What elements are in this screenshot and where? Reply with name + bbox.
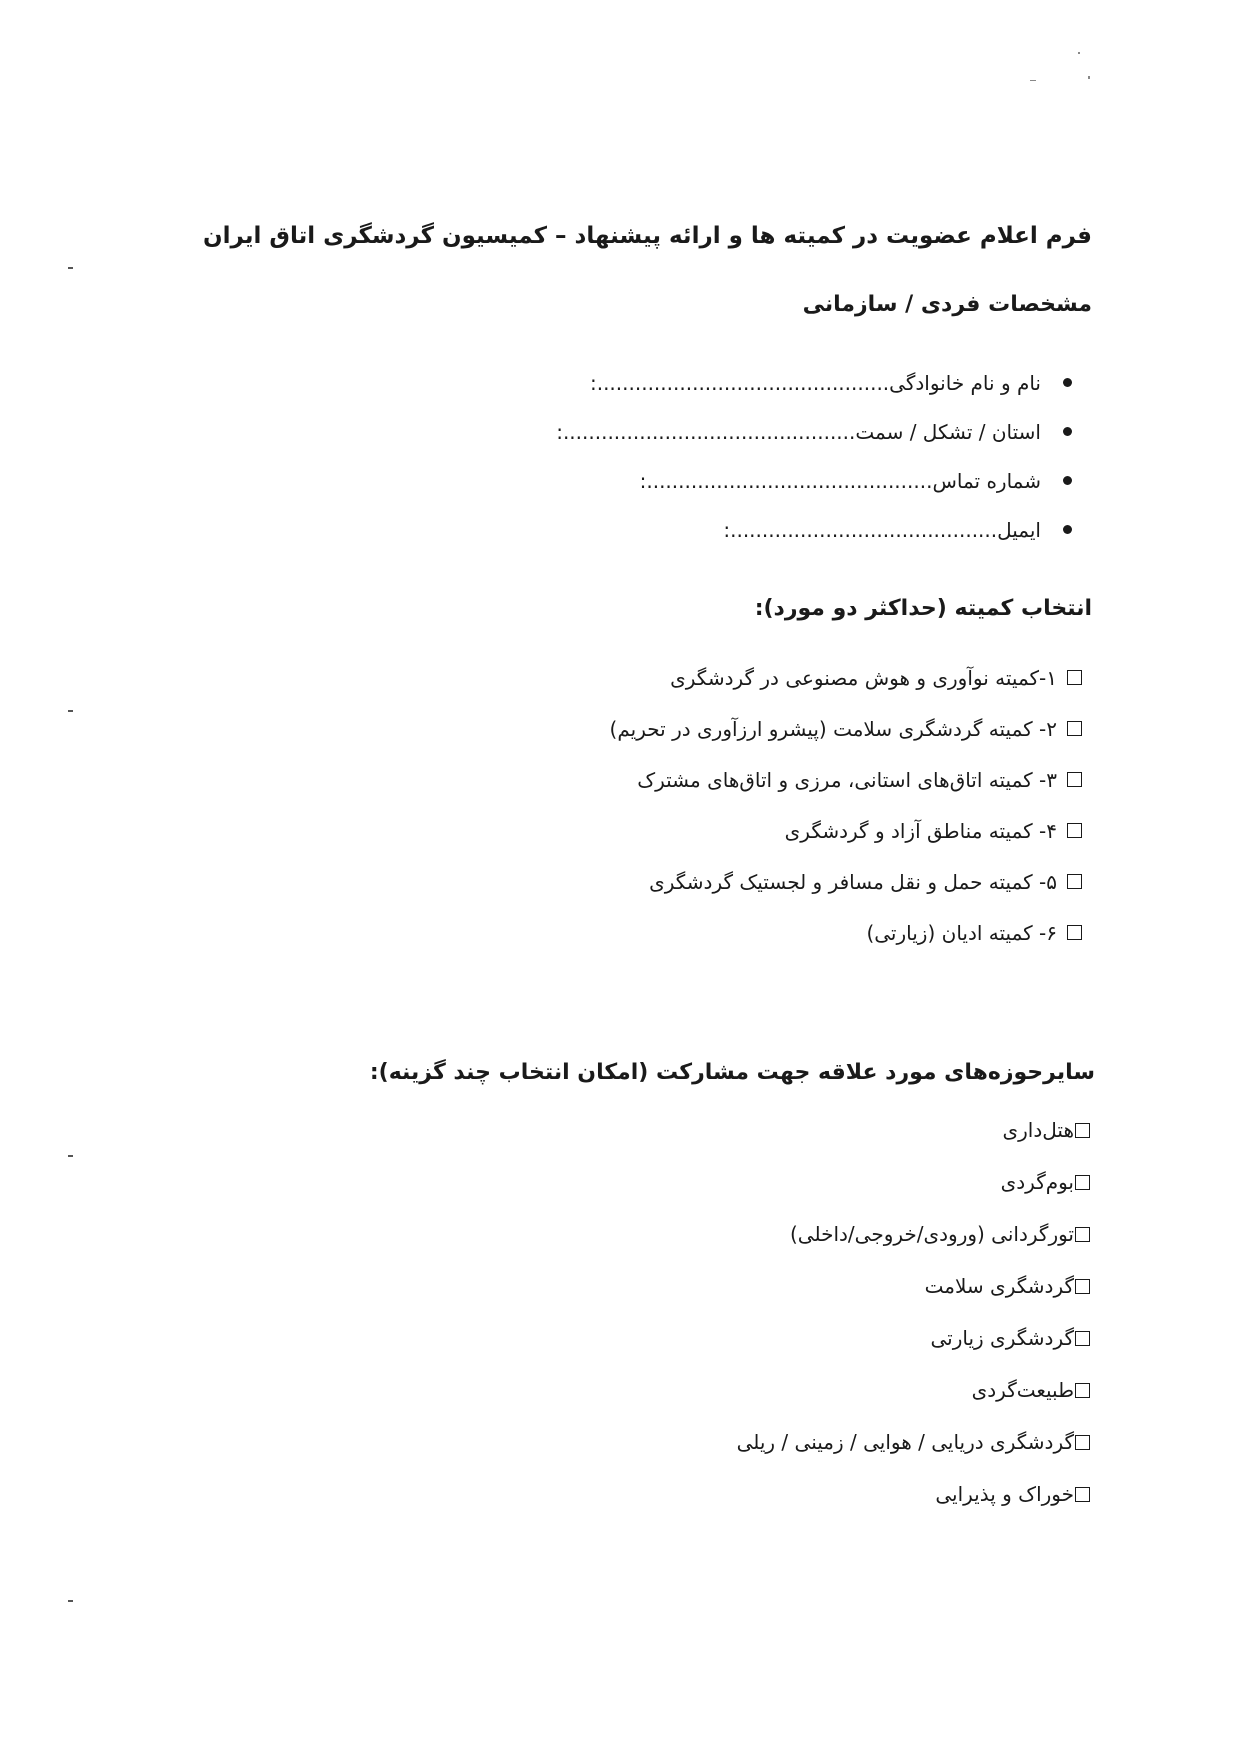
committee-option[interactable] [182,805,1082,856]
checkbox-icon[interactable] [1075,1487,1090,1502]
bullet-icon [1063,525,1072,534]
committee-option-label: ۲- کمیته گردشگری سلامت (پیشرو ارزآوری در تحریم) [609,716,1057,741]
checkbox-icon[interactable] [1075,1331,1090,1346]
checkbox-icon[interactable] [1075,1227,1090,1242]
field-dots: .............................................. [596,370,890,395]
interest-option[interactable] [190,1104,1090,1156]
field-label: ایمیل [997,517,1041,542]
margin-mark [68,1155,73,1157]
committee-options-list [182,652,1082,958]
field-dots: .............................................. [562,419,856,444]
interest-option-label: تورگردانی (ورودی/خروجی/داخلی) [790,1222,1074,1246]
interest-option[interactable] [190,1312,1090,1364]
interest-option-label: خوراک و پذیرایی [935,1482,1074,1506]
committee-option[interactable] [182,652,1082,703]
interest-option-label: گردشگری دریایی / هوایی / زمینی / ریلی [736,1430,1074,1454]
interest-option-label: طبیعت‌گردی [971,1378,1074,1402]
interest-option-label: بوم‌گردی [1000,1170,1074,1194]
committee-section-heading: انتخاب کمیته (حداکثر دو مورد): [754,596,1092,621]
field-label: استان / تشکل / سمت [855,419,1041,444]
checkbox-icon[interactable] [1075,1279,1090,1294]
interest-option[interactable] [190,1468,1090,1520]
checkbox-icon[interactable] [1067,721,1082,736]
field-colon: : [589,370,597,395]
committee-option-label: ۱-کمیته نوآوری و هوش مصنوعی در گردشگری [670,665,1057,690]
checkbox-icon[interactable] [1075,1383,1090,1398]
interest-options-list [190,1104,1090,1520]
checkbox-icon[interactable] [1067,823,1082,838]
field-dots: ............................................. [646,468,933,493]
committee-option-label: ۳- کمیته اتاق‌های استانی، مرزی و اتاق‌های مشترک [637,767,1057,792]
interest-option[interactable] [190,1260,1090,1312]
field-phone[interactable] [252,456,1072,505]
margin-mark [68,1600,73,1602]
bullet-icon [1063,427,1072,436]
bullet-icon [1063,378,1072,387]
interest-option[interactable] [190,1156,1090,1208]
field-email[interactable] [252,505,1072,554]
committee-option[interactable] [182,856,1082,907]
checkbox-icon[interactable] [1075,1435,1090,1450]
committee-option-label: ۵- کمیته حمل و نقل مسافر و لجستیک گردشگری [649,869,1057,894]
checkbox-icon[interactable] [1067,670,1082,685]
field-colon: : [723,517,731,542]
checkbox-icon[interactable] [1067,925,1082,940]
margin-mark [68,267,73,269]
form-title: فرم اعلام عضویت در کمیته ها و ارائه پیشنهاد – کمیسیون گردشگری اتاق ایران [203,223,1092,249]
committee-option[interactable] [182,907,1082,958]
field-dots: .......................................... [730,517,998,542]
committee-option-label: ۴- کمیته مناطق آزاد و گردشگری [784,818,1057,843]
personal-section-heading: مشخصات فردی / سازمانی [802,292,1092,317]
checkbox-icon[interactable] [1067,772,1082,787]
field-colon: : [639,468,647,493]
field-province-org-position[interactable] [252,407,1072,456]
checkbox-icon[interactable] [1075,1175,1090,1190]
field-label: نام و نام خانوادگی [889,370,1041,395]
interest-option-label: گردشگری زیارتی [930,1326,1074,1350]
bullet-icon [1063,476,1072,485]
field-label: شماره تماس [932,468,1041,493]
personal-fields-list [252,358,1072,554]
interest-option[interactable] [190,1416,1090,1468]
checkbox-icon[interactable] [1067,874,1082,889]
interest-option-label: گردشگری سلامت [924,1274,1074,1298]
margin-mark [68,710,73,712]
interest-option[interactable] [190,1208,1090,1260]
interest-section-heading: سایرحوزه‌های مورد علاقه جهت مشارکت (امکان انتخاب چند گزینه): [369,1060,1095,1085]
scan-speck [1078,52,1080,54]
scan-speck [1030,80,1036,81]
committee-option-label: ۶- کمیته ادیان (زیارتی) [866,920,1057,945]
field-colon: : [556,419,563,444]
checkbox-icon[interactable] [1075,1123,1090,1138]
field-fullname[interactable] [252,358,1072,407]
committee-option[interactable] [182,754,1082,805]
scan-speck [1088,76,1090,79]
interest-option[interactable] [190,1364,1090,1416]
interest-option-label: هتل‌داری [1002,1118,1074,1142]
committee-option[interactable] [182,703,1082,754]
